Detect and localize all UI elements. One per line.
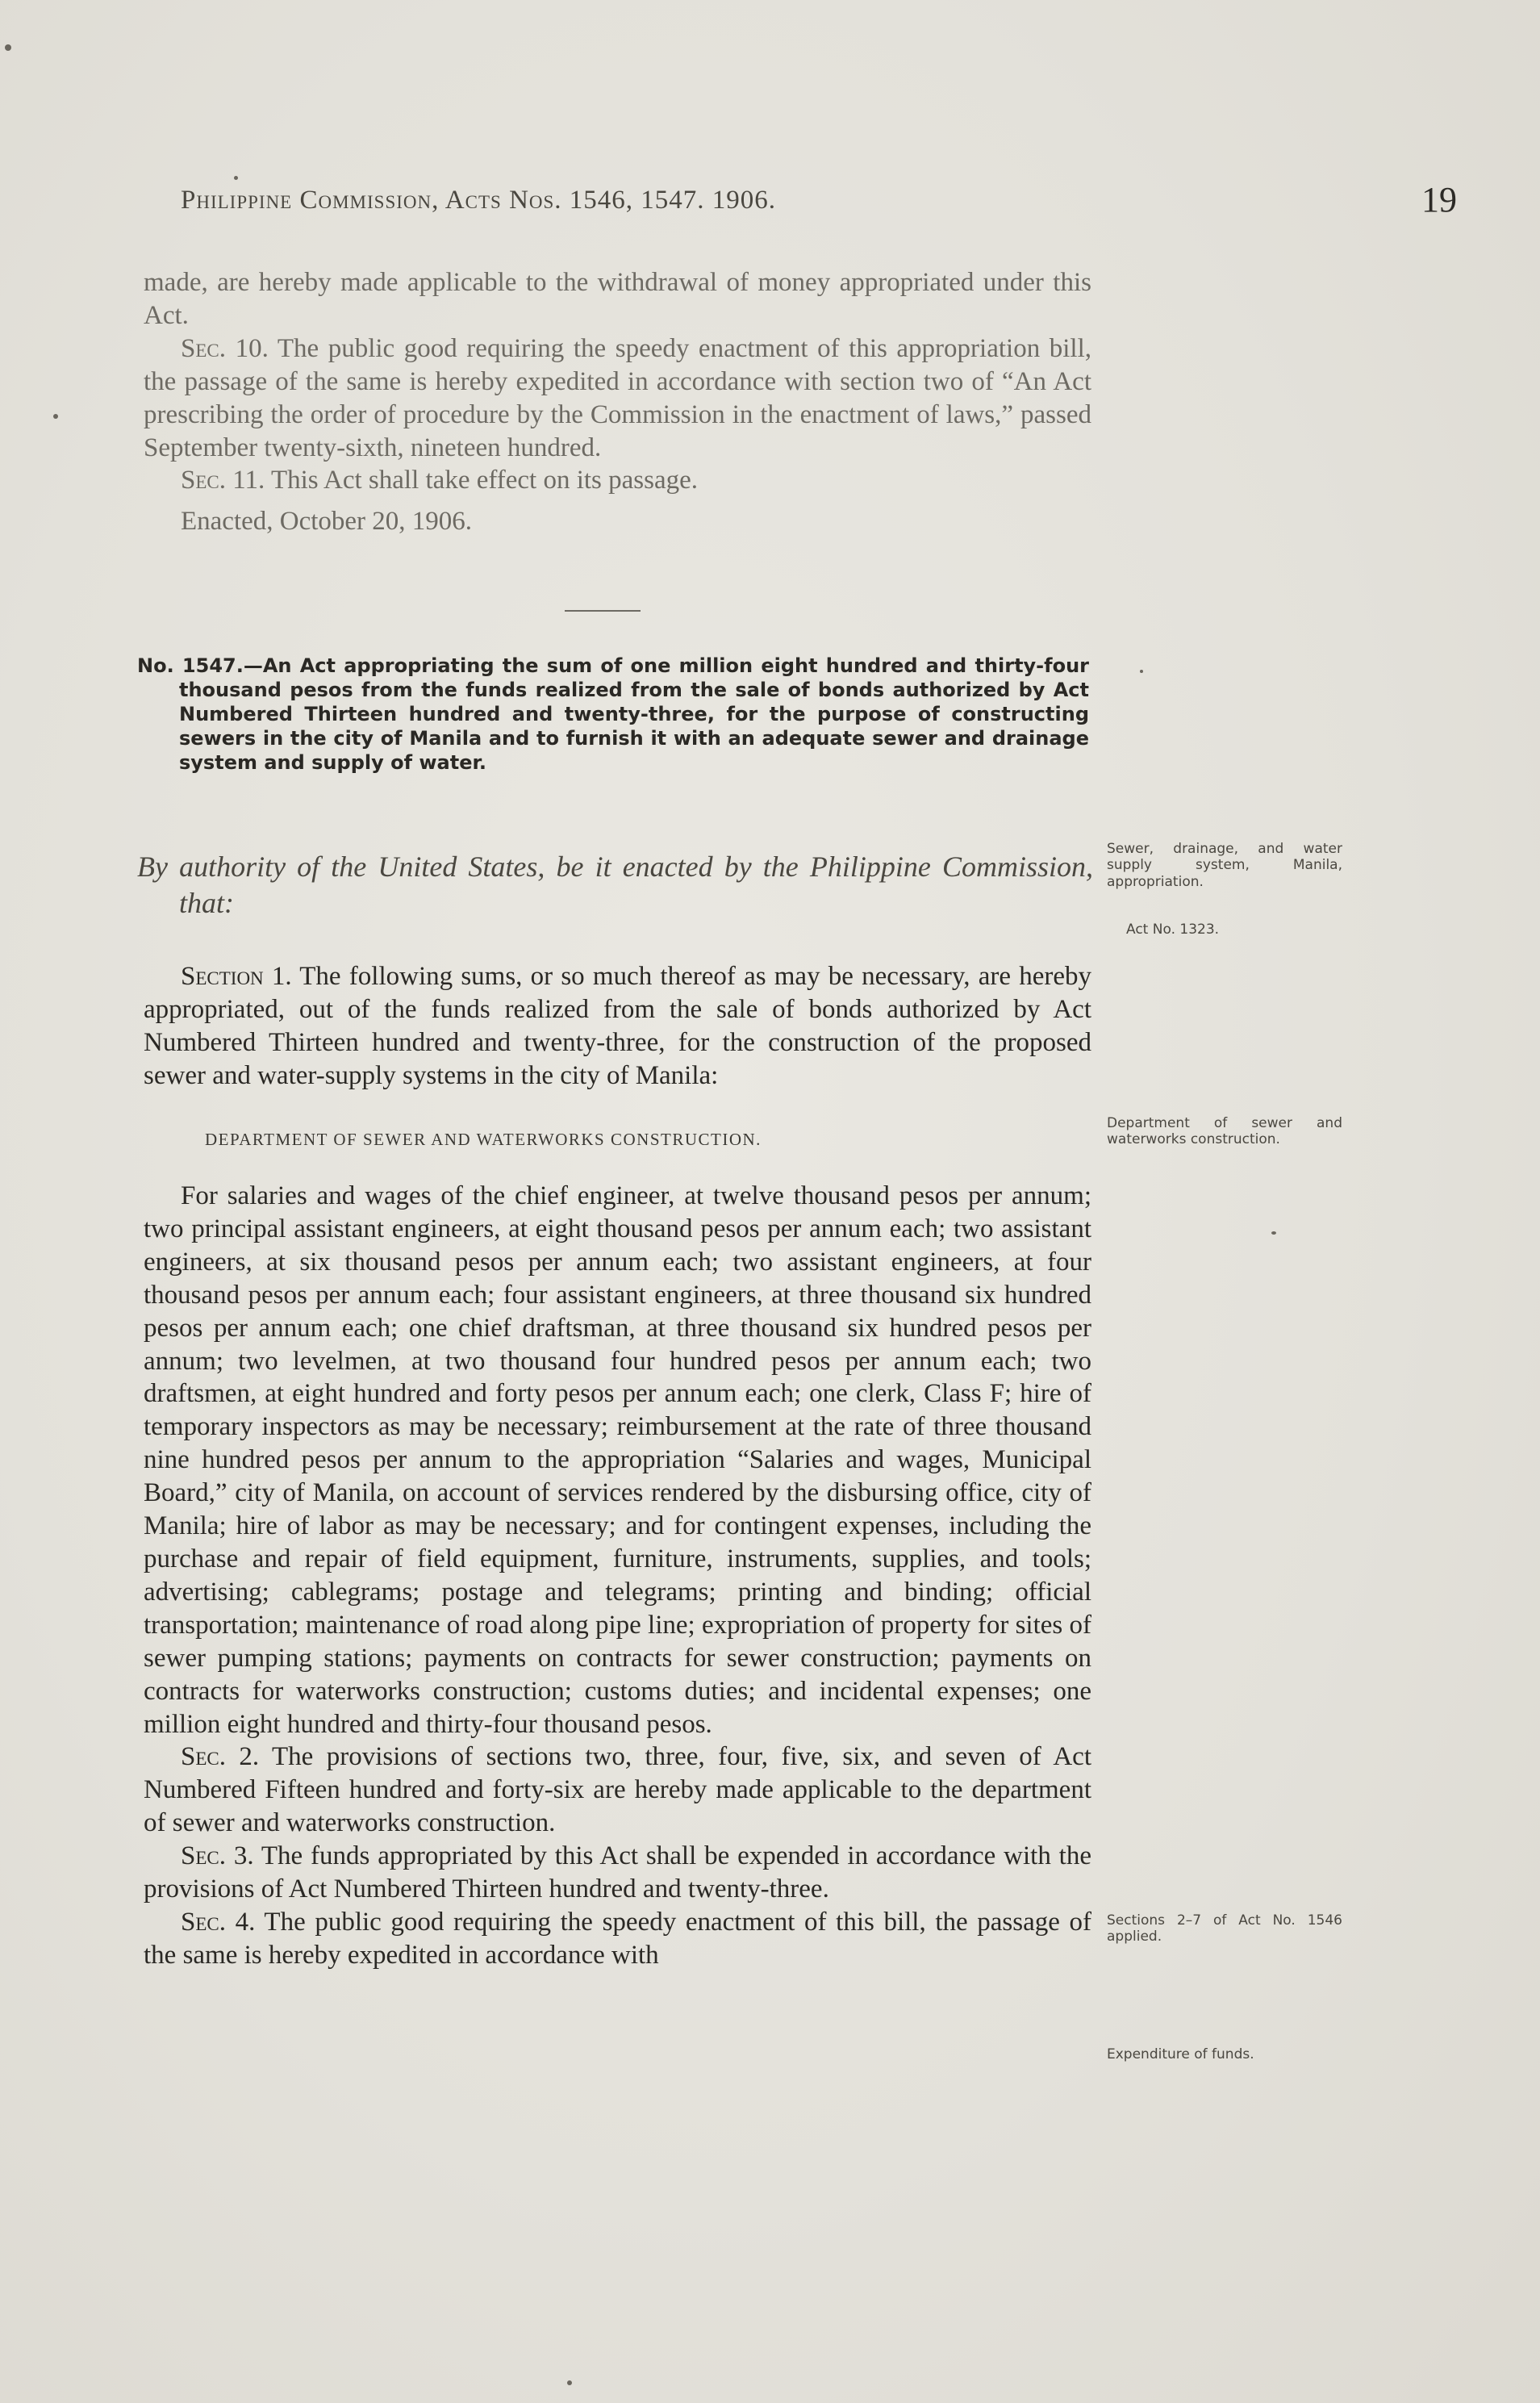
section-2-label: Sec. 2. — [181, 1742, 260, 1772]
section-2-paragraph — [144, 1741, 1091, 1840]
section-4-paragraph — [144, 1906, 1091, 1972]
section-divider — [565, 610, 641, 612]
carryover-paragraph: made, are hereby made applicable to the withdrawal of money appropriated under this Act. — [144, 268, 1091, 330]
section-10-label: Sec. 10. — [181, 333, 269, 363]
department-heading: DEPARTMENT OF SEWER AND WATERWORKS CONSTRUCTION. — [205, 1130, 762, 1149]
section-10-paragraph — [144, 332, 1091, 465]
margin-note-act-1323: Act No. 1323. — [1126, 921, 1220, 938]
page-speck — [1271, 1231, 1276, 1235]
section-11-paragraph — [144, 464, 1091, 497]
enacting-clause: By authority of the United States, be it enacted by the Philippine Commission, that: — [137, 850, 1093, 919]
section-11-label: Sec. 11. — [181, 466, 265, 495]
section-4-text: The public good requiring the speedy enactment of this bill, the passage of the same is hereby expedited in accordance with — [144, 1907, 1092, 1970]
page-number: 19 — [1421, 180, 1457, 219]
act-1546-conclusion — [144, 266, 1091, 538]
margin-note-appropriation: Sewer, drainage, and water supply system, Manila, appropriation. — [1107, 841, 1342, 890]
section-1-block — [144, 960, 1091, 1093]
section-1-label: Section 1. — [181, 962, 292, 991]
section-3-label: Sec. 3. — [181, 1841, 254, 1871]
page-speck — [567, 2380, 572, 2385]
section-10-text: The public good requiring the speedy enactment of this appropriation bill, the passage of the same is hereby expedited in accordance with section two of “An Act prescribing the order of procedure by the Commission in the enactment of laws,” passed September twenty-sixth, nineteen hundred. — [144, 333, 1092, 462]
margin-note-expenditure: Expenditure of funds. — [1107, 2046, 1254, 2062]
section-2-text: The provisions of sections two, three, four, five, six, and seven of Act Numbered Fifteen hundred and forty-six are hereby made applicable to the department of sewer and waterworks construction. — [144, 1742, 1091, 1838]
section-11-text: This Act shall take effect on its passage. — [270, 466, 699, 495]
page-speck — [234, 176, 238, 180]
act-1547-title: No. 1547.—An Act appropriating the sum of one million eight hundred and thirty-four thousand pesos from the funds realized from the sale of bonds authorized by Act Numbered Thirteen hundred and twenty-three, for the purpose of constructing sewers in the city of Manila and to furnish it with an adequate sewer and drainage system and supply of water. — [137, 654, 1089, 774]
page-speck — [53, 414, 58, 419]
section-1-text: The following sums, or so much thereof as may be necessary, are hereby appropriated, out of the funds realized from the sale of bonds authorized by Act Numbered Thirteen hundred and twenty-three, for the construction of the proposed sewer and water-supply systems in the city of Manila: — [144, 962, 1092, 1090]
section-3-paragraph — [144, 1840, 1091, 1906]
section-1-paragraph — [144, 960, 1091, 1093]
running-header: Philippine Commission, Acts Nos. 1546, 1547. 1906. — [181, 186, 777, 215]
body-block — [144, 1180, 1091, 1972]
section-4-label: Sec. 4. — [181, 1907, 256, 1937]
enacted-date: Enacted, October 20, 1906. — [181, 507, 473, 537]
page-speck — [1140, 670, 1143, 673]
margin-note-sections-applied: Sections 2–7 of Act No. 1546 applied. — [1107, 1912, 1342, 1945]
section-3-text: The funds appropriated by this Act shall be expended in accordance with the provisions of Act Numbered Thirteen hundred and twenty-three. — [144, 1841, 1091, 1904]
page-speck — [5, 44, 11, 51]
margin-note-department: Department of sewer and waterworks construction. — [1107, 1115, 1342, 1148]
salaries-paragraph: For salaries and wages of the chief engineer, at twelve thousand pesos per annum; two principal assistant engineers, at eight thousand pesos per annum each; two assistant engineers, at six thousand pesos per annum each; two assistant engineers, at four thousand pesos per annum each; four assistant engineers, at three thousand six hundred pesos per annum each; one chief draftsman, at three thousand six hundred pesos per annum; two levelmen, at two thousand four hundred pesos per annum each; two draftsmen, at eight hundred and forty pesos per annum each; one clerk, Class F; hire of temporary inspectors as may be necessary; reimbursement at the rate of three thousand nine hundred pesos per annum to the appropriation “Salaries and wages, Municipal Board,” city of Manila, on account of services rendered by the disbursing office, city of Manila; hire of labor as may be necessary; and for contingent expenses, including the purchase and repair of field equipment, furniture, instruments, supplies, and tools; advertising; cablegrams; postage and telegrams; printing and binding; official transportation; maintenance of road along pipe line; expropriation of property for sites of sewer pumping stations; payments on contracts for sewer construction; payments on contracts for waterworks construction; customs duties; and incidental expenses; one million eight hundred and thirty-four thousand pesos. — [144, 1181, 1091, 1739]
